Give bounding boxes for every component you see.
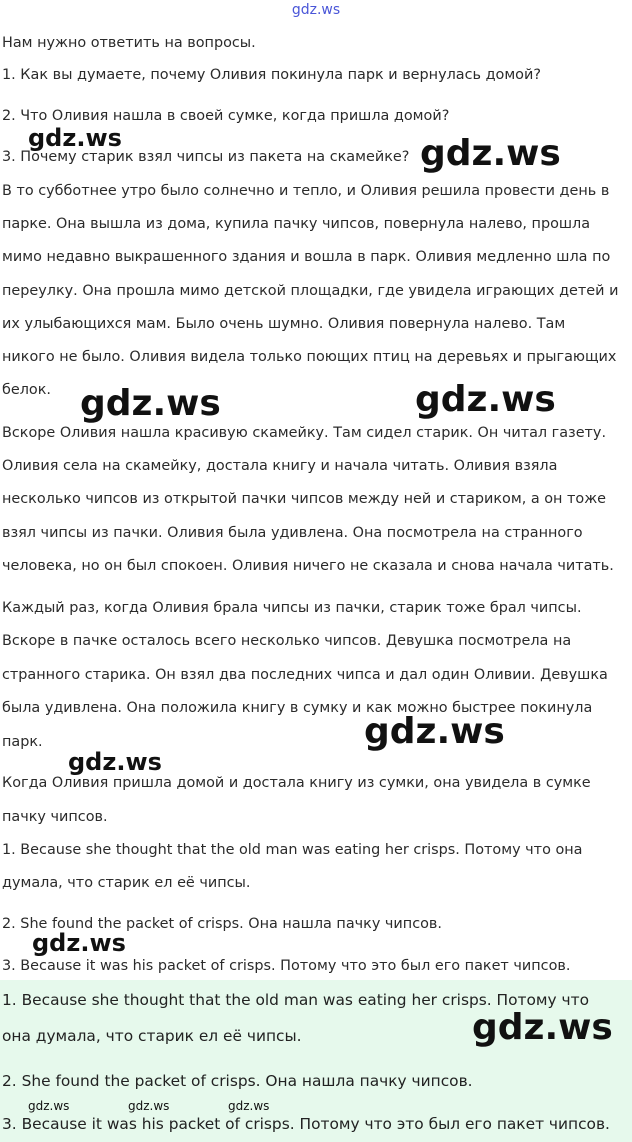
watermark: gdz.ws xyxy=(364,711,505,752)
story-line: мимо недавно выкрашенного здания и вошла в парк. Оливия медленно шла по xyxy=(2,249,611,265)
watermark: gdz.ws xyxy=(80,383,221,424)
highlight-answer-3: 3. Because it was his packet of crisps. Потому что это был его пакет чипсов. xyxy=(2,1115,610,1133)
answer-2: 2. She found the packet of crisps. Она нашла пачку чипсов. xyxy=(2,916,442,932)
story-line: белок. xyxy=(2,382,51,398)
question-3: 3. Почему старик взял чипсы из пакета на скамейке? xyxy=(2,149,410,165)
watermark: gdz.ws xyxy=(28,124,122,152)
watermark: gdz.ws xyxy=(420,133,561,174)
story-line: человека, но он был спокоен. Оливия ничего не сказала и снова начала читать. xyxy=(2,558,614,574)
site-link[interactable]: gdz.ws xyxy=(291,2,341,18)
story-line: В то субботнее утро было солнечно и тепло, и Оливия решила провести день в xyxy=(2,183,610,199)
watermark: gdz.ws xyxy=(28,1099,70,1113)
question-2: 2. Что Оливия нашла в своей сумке, когда пришла домой? xyxy=(2,108,450,124)
story-line: Вскоре Оливия нашла красивую скамейку. Там сидел старик. Он читал газету. xyxy=(2,425,607,441)
watermark: gdz.ws xyxy=(228,1099,270,1113)
watermark: gdz.ws xyxy=(128,1099,170,1113)
highlight-answer-1-line: 1. Because she thought that the old man was eating her crisps. Потому что xyxy=(2,991,590,1009)
story-line: переулку. Она прошла мимо детской площадки, где увидела играющих детей и xyxy=(2,283,619,299)
story-line: была удивлена. Она положила книгу в сумку и как можно быстрее покинула xyxy=(2,700,593,716)
story-line: Вскоре в пачке осталось всего несколько чипсов. Девушка посмотрела на xyxy=(2,633,572,649)
watermark: gdz.ws xyxy=(415,379,556,420)
story-line: Оливия села на скамейку, достала книгу и начала читать. Оливия взяла xyxy=(2,458,558,474)
story-line: Когда Оливия пришла домой и достала книгу из сумки, она увидела в сумке xyxy=(2,775,591,791)
watermark: gdz.ws xyxy=(32,929,126,957)
story-line: парке. Она вышла из дома, купила пачку чипсов, повернула налево, прошла xyxy=(2,216,591,232)
story-line: пачку чипсов. xyxy=(2,809,108,825)
answer-3: 3. Because it was his packet of crisps. Потому что это был его пакет чипсов. xyxy=(2,958,571,974)
story-line: взял чипсы из пачки. Оливия была удивлена. Она посмотрела на странного xyxy=(2,525,583,541)
story-line: парк. xyxy=(2,734,43,750)
story-line: Каждый раз, когда Оливия брала чипсы из пачки, старик тоже брал чипсы. xyxy=(2,600,582,616)
answers-highlight-block xyxy=(0,980,632,1142)
watermark: gdz.ws xyxy=(68,748,162,776)
story-line: их улыбающихся мам. Было очень шумно. Оливия повернула налево. Там xyxy=(2,316,566,332)
intro-line: Нам нужно ответить на вопросы. xyxy=(2,35,256,51)
watermark: gdz.ws xyxy=(472,1007,613,1048)
highlight-answer-1-line: она думала, что старик ел её чипсы. xyxy=(2,1027,302,1045)
answer-1-line: 1. Because she thought that the old man was eating her crisps. Потому что она xyxy=(2,842,583,858)
story-line: несколько чипсов из открытой пачки чипсов между ней и стариком, а он тоже xyxy=(2,491,607,507)
story-line: никого не было. Оливия видела только поющих птиц на деревьях и прыгающих xyxy=(2,349,617,365)
story-line: странного старика. Он взял два последних чипса и дал один Оливии. Девушка xyxy=(2,667,608,683)
highlight-answer-2: 2. She found the packet of crisps. Она нашла пачку чипсов. xyxy=(2,1072,473,1090)
answer-1-line: думала, что старик ел её чипсы. xyxy=(2,875,251,891)
question-1: 1. Как вы думаете, почему Оливия покинула парк и вернулась домой? xyxy=(2,67,541,83)
